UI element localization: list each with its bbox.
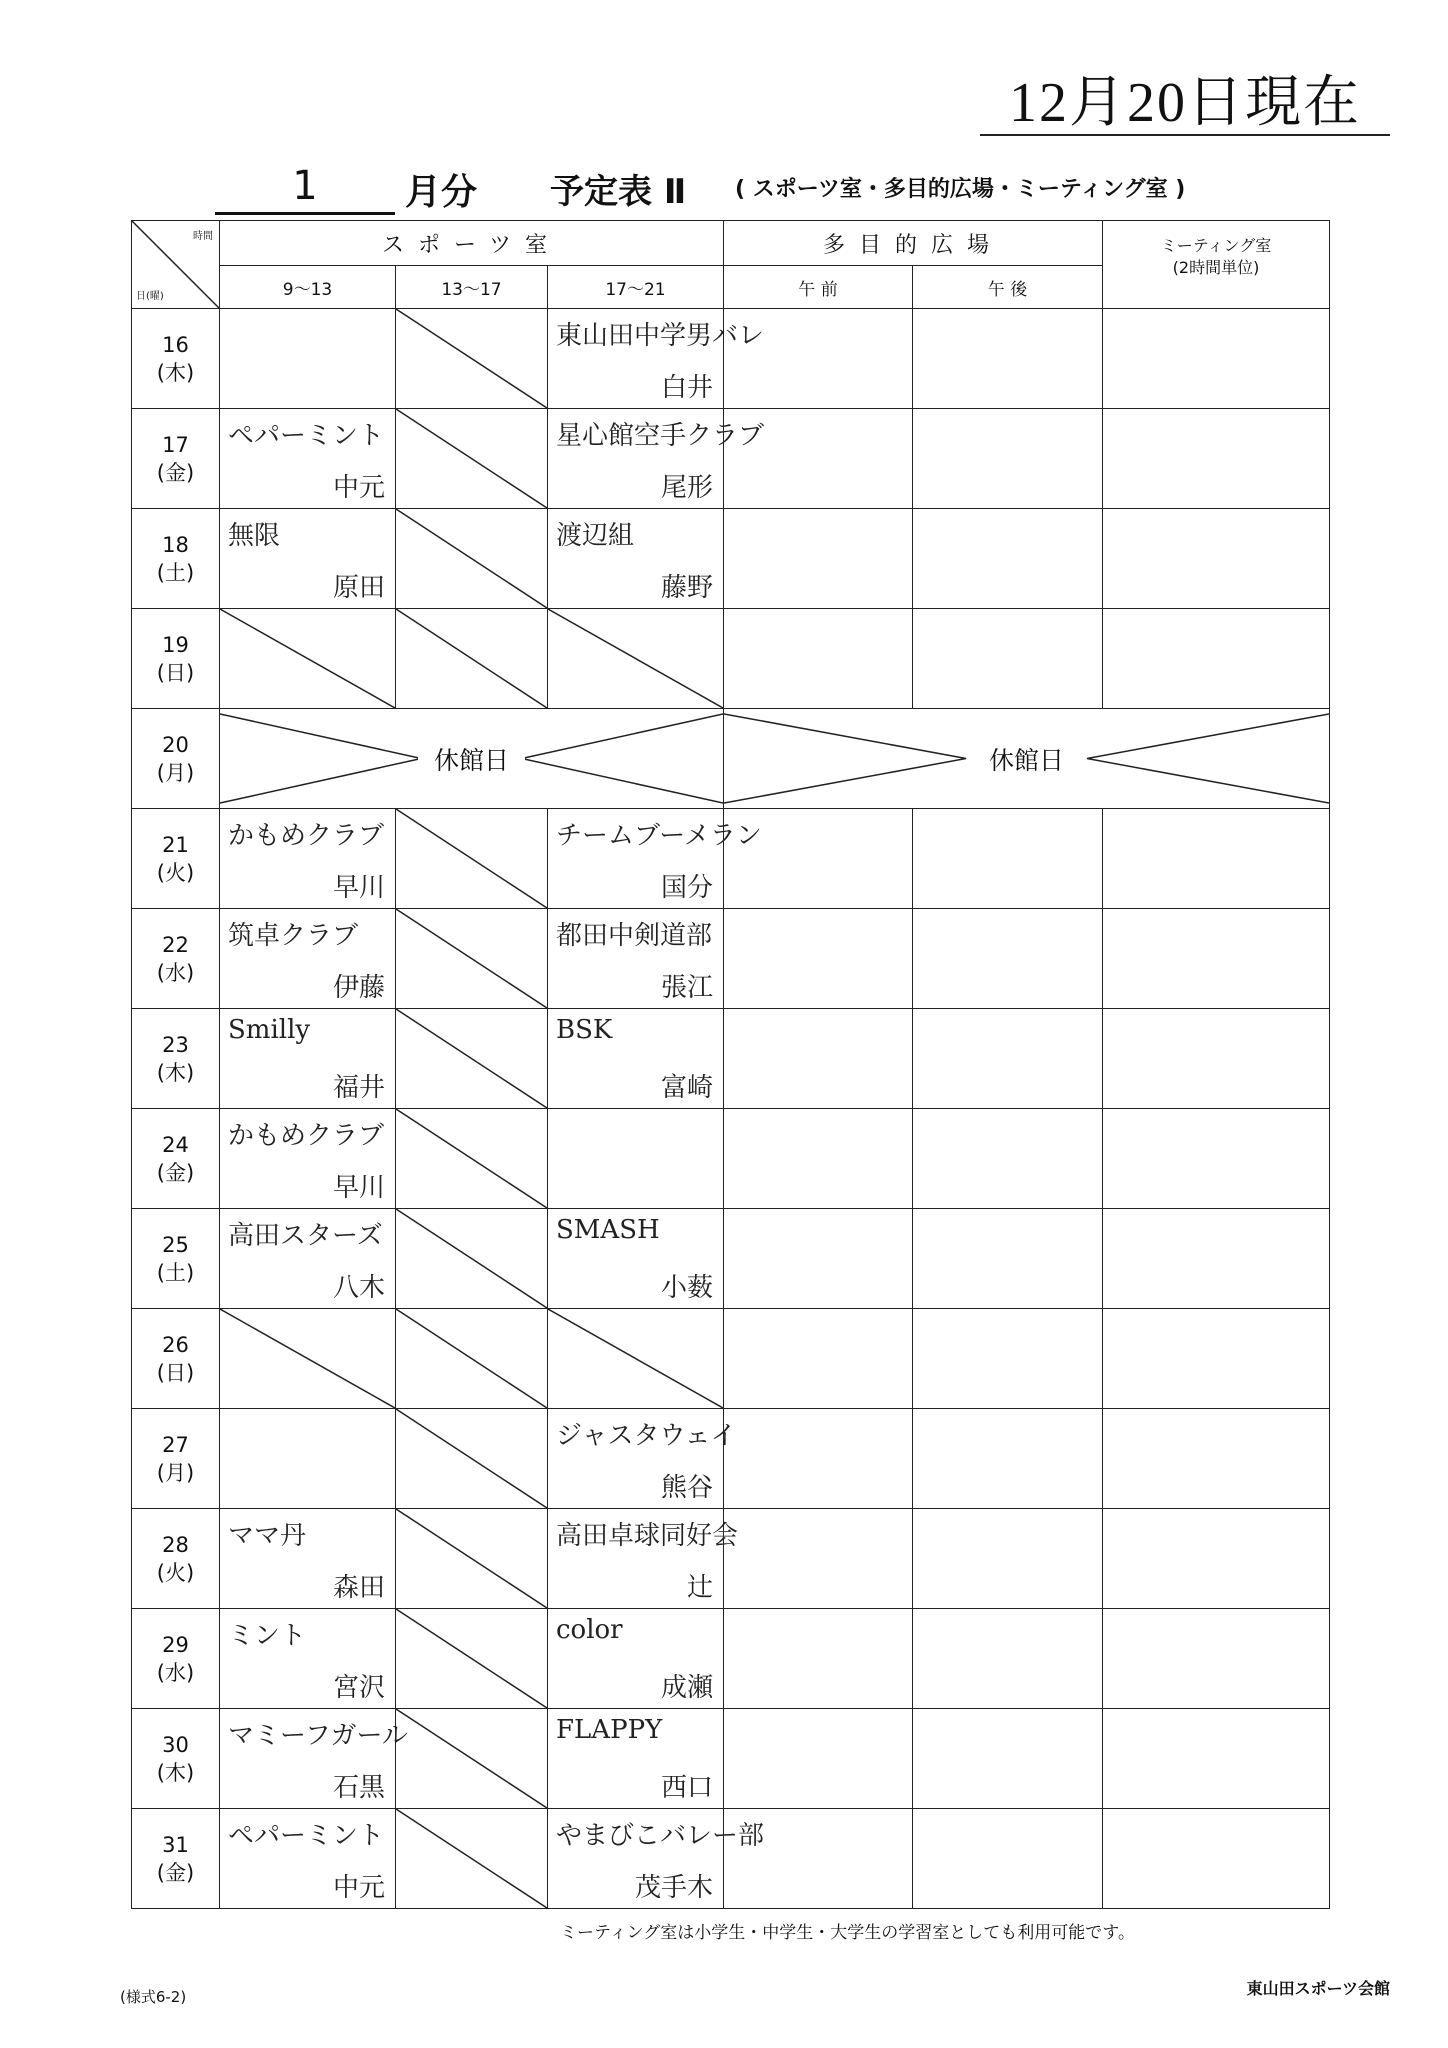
unavailable-slash	[220, 609, 395, 708]
plaza-morning: 午 前	[724, 266, 913, 309]
schedule-row	[132, 1009, 1330, 1109]
weekday: (土)	[156, 560, 195, 585]
booking-cell	[548, 1409, 737, 1509]
date: 23	[162, 1032, 189, 1057]
booking-cell	[220, 1409, 396, 1509]
meeting-cell[interactable]	[1103, 1409, 1330, 1509]
group-name: かもめクラブ	[228, 821, 385, 851]
page-title	[215, 160, 1265, 220]
plaza-pm-cell[interactable]	[913, 1809, 1103, 1909]
plaza-am-cell[interactable]	[724, 409, 913, 509]
meeting-cell[interactable]	[1103, 809, 1330, 909]
slot-unavailable	[396, 1209, 548, 1309]
holiday-label: 休館日	[973, 746, 1080, 775]
meeting-cell[interactable]	[1103, 509, 1330, 609]
weekday: (木)	[156, 1060, 195, 1085]
meeting-cell[interactable]	[1103, 1709, 1330, 1809]
plaza-header: 多目的広場	[724, 221, 1103, 266]
date: 29	[162, 1632, 189, 1657]
slot-unavailable	[396, 1709, 548, 1809]
weekday: (日)	[156, 1360, 195, 1385]
unavailable-slash	[396, 409, 547, 508]
schedule-name: 予定表 Ⅱ	[550, 172, 687, 212]
contact-name: 中元	[332, 1873, 385, 1903]
date: 26	[162, 1332, 189, 1357]
schedule-row	[132, 809, 1330, 909]
sports-room-header: スポーツ室	[220, 221, 724, 266]
meeting-cell[interactable]	[1103, 1809, 1330, 1909]
group-name: 星心館空手クラブ	[556, 421, 765, 451]
plaza-am-cell[interactable]	[724, 1609, 913, 1709]
day-cell	[132, 309, 220, 409]
schedule-row	[132, 309, 1330, 409]
weekday: (金)	[156, 1860, 195, 1885]
plaza-pm-cell[interactable]	[913, 309, 1103, 409]
slot-unavailable	[220, 609, 396, 709]
date: 16	[162, 332, 189, 357]
day-cell	[132, 509, 220, 609]
group-name: 東山田中学男バレ	[556, 321, 765, 351]
booking-cell	[220, 1009, 396, 1109]
plaza-am-cell[interactable]	[724, 1109, 913, 1209]
group-name: BSK	[556, 1015, 613, 1045]
contact-name: 中元	[332, 473, 385, 503]
booking-cell	[548, 1209, 724, 1309]
date: 20	[162, 732, 189, 757]
slot-unavailable	[548, 609, 724, 709]
schedule-row	[132, 1809, 1330, 1909]
group-name: 都田中剣道部	[556, 921, 713, 951]
group-name: やまびこバレー部	[556, 1821, 765, 1851]
holiday-label: 休館日	[418, 746, 525, 775]
meeting-cell[interactable]	[1103, 609, 1330, 709]
weekday: (火)	[156, 1560, 195, 1585]
weekday: (木)	[156, 360, 195, 385]
contact-name: 森田	[332, 1573, 385, 1603]
plaza-pm-cell[interactable]	[913, 509, 1103, 609]
slot-unavailable	[396, 609, 548, 709]
contact-name: 国分	[660, 873, 713, 903]
date: 21	[162, 832, 189, 857]
schedule-row	[132, 1509, 1330, 1609]
group-name: 筑卓クラブ	[228, 921, 359, 951]
contact-name: 辻	[686, 1573, 713, 1603]
plaza-am-cell[interactable]	[724, 1809, 913, 1909]
unavailable-slash	[548, 609, 723, 708]
schedule-row	[132, 1209, 1330, 1309]
unavailable-slash	[396, 1209, 547, 1308]
unavailable-slash	[396, 1609, 547, 1708]
slot-unavailable	[396, 409, 548, 509]
booking-cell	[548, 309, 765, 409]
meeting-cell[interactable]	[1103, 309, 1330, 409]
meeting-room-header	[1103, 221, 1330, 309]
booking-cell	[548, 1109, 724, 1209]
weekday: (月)	[156, 1460, 195, 1485]
plaza-pm-cell[interactable]	[913, 609, 1103, 709]
slot-unavailable	[396, 1809, 548, 1909]
date: 17	[162, 432, 189, 457]
plaza-pm-cell[interactable]	[913, 1009, 1103, 1109]
plaza-am-cell[interactable]	[724, 609, 913, 709]
slot-unavailable	[396, 309, 548, 409]
booking-cell	[548, 1009, 724, 1109]
plaza-am-cell[interactable]	[724, 809, 913, 909]
booking-cell	[548, 1609, 724, 1709]
day-cell	[132, 809, 220, 909]
schedule-row	[132, 409, 1330, 509]
plaza-afternoon: 午 後	[913, 266, 1103, 309]
slot-9-13: 9～13	[220, 266, 396, 309]
schedule-row	[132, 909, 1330, 1009]
booking-cell	[548, 909, 724, 1009]
form-number: (様式6-2)	[120, 1988, 187, 2006]
group-name: color	[556, 1615, 623, 1645]
contact-name: 宮沢	[332, 1673, 385, 1703]
plaza-pm-cell[interactable]	[913, 1609, 1103, 1709]
schedule-row	[132, 609, 1330, 709]
plaza-pm-cell[interactable]	[913, 909, 1103, 1009]
schedule-row	[132, 1409, 1330, 1509]
booking-cell	[548, 809, 762, 909]
corner-date-label: 日(曜)	[136, 291, 164, 302]
unavailable-slash	[396, 1109, 547, 1208]
weekday: (水)	[156, 1660, 195, 1685]
plaza-pm-cell[interactable]	[913, 1309, 1103, 1409]
booking-cell	[220, 809, 396, 909]
contact-name: 藤野	[660, 573, 713, 603]
booking-cell	[220, 509, 396, 609]
contact-name: 原田	[332, 573, 385, 603]
day-cell	[132, 1309, 220, 1409]
contact-name: 富崎	[660, 1073, 713, 1103]
group-name: ペパーミント	[228, 421, 385, 451]
contact-name: 伊藤	[332, 973, 385, 1003]
meeting-cell[interactable]	[1103, 1109, 1330, 1209]
contact-name: 小薮	[660, 1273, 713, 1303]
weekday: (水)	[156, 960, 195, 985]
month-suffix: 月分	[405, 172, 478, 213]
day-cell	[132, 409, 220, 509]
day-cell	[132, 1709, 220, 1809]
booking-cell	[548, 1509, 739, 1609]
contact-name: 張江	[660, 973, 713, 1003]
slot-unavailable	[396, 1109, 548, 1209]
day-cell	[132, 1009, 220, 1109]
schedule-row	[132, 509, 1330, 609]
date: 30	[162, 1732, 189, 1757]
schedule-row	[132, 709, 1330, 809]
weekday: (金)	[156, 1160, 195, 1185]
day-cell	[132, 609, 220, 709]
booking-cell	[220, 1809, 396, 1909]
date: 24	[162, 1132, 189, 1157]
plaza-am-cell[interactable]	[724, 1209, 913, 1309]
schedule-row	[132, 1309, 1330, 1409]
unavailable-slash	[396, 909, 547, 1008]
group-name: 高田スターズ	[228, 1221, 383, 1251]
plaza-pm-cell[interactable]	[913, 409, 1103, 509]
organization-name: 東山田スポーツ会館	[1246, 1979, 1390, 1998]
meeting-room-unit: (2時間単位)	[1172, 258, 1260, 277]
meeting-room-label: ミーティング室	[1160, 236, 1272, 255]
slot-17-21: 17～21	[548, 266, 724, 309]
unavailable-slash	[548, 1309, 723, 1408]
booking-cell	[220, 1109, 396, 1209]
plaza-am-cell[interactable]	[724, 309, 913, 409]
unavailable-slash	[396, 1809, 547, 1908]
day-cell	[132, 1409, 220, 1509]
plaza-pm-cell[interactable]	[913, 809, 1103, 909]
meeting-cell[interactable]	[1103, 409, 1330, 509]
group-name: ママ丹	[228, 1521, 307, 1551]
weekday: (土)	[156, 1260, 195, 1285]
booking-cell	[220, 309, 396, 409]
day-cell	[132, 1609, 220, 1709]
group-name: SMASH	[556, 1215, 660, 1245]
plaza-pm-cell[interactable]	[913, 1709, 1103, 1809]
day-cell	[132, 909, 220, 1009]
day-cell	[132, 1209, 220, 1309]
contact-name: 成瀬	[660, 1673, 713, 1703]
slot-unavailable	[396, 509, 548, 609]
day-cell	[132, 709, 220, 809]
booking-cell	[220, 1609, 396, 1709]
slot-13-17: 13～17	[396, 266, 548, 309]
schedule-row	[132, 1609, 1330, 1709]
contact-name: 早川	[332, 873, 385, 903]
plaza-am-cell[interactable]	[724, 1509, 913, 1609]
contact-name: 熊谷	[660, 1473, 713, 1503]
group-name: ペパーミント	[228, 1821, 385, 1851]
plaza-pm-cell[interactable]	[913, 1109, 1103, 1209]
booking-cell	[548, 1809, 765, 1909]
unavailable-slash	[396, 809, 547, 908]
meeting-room-note: ミーティング室は小学生・中学生・大学生の学習室としても利用可能です。	[560, 1923, 1135, 1943]
meeting-cell[interactable]	[1103, 1509, 1330, 1609]
date: 27	[162, 1432, 189, 1457]
plaza-pm-cell[interactable]	[913, 1509, 1103, 1609]
plaza-am-cell[interactable]	[724, 1309, 913, 1409]
day-cell	[132, 1109, 220, 1209]
unavailable-slash	[396, 309, 547, 408]
corner-header	[132, 221, 220, 309]
booking-cell	[220, 1709, 408, 1809]
meeting-cell[interactable]	[1103, 909, 1330, 1009]
booking-cell	[548, 409, 765, 509]
day-cell	[132, 1809, 220, 1909]
group-name: チームブーメラン	[556, 821, 762, 851]
booking-cell	[548, 1709, 724, 1809]
contact-name: 八木	[332, 1273, 385, 1303]
contact-name: 尾形	[660, 473, 713, 503]
contact-name: 福井	[332, 1073, 385, 1103]
group-name: Smilly	[228, 1015, 311, 1045]
month-value: 1	[215, 160, 395, 215]
date: 19	[162, 632, 189, 657]
booking-cell	[220, 1509, 396, 1609]
date: 18	[162, 532, 189, 557]
slot-unavailable	[396, 1009, 548, 1109]
meeting-cell[interactable]	[1103, 1609, 1330, 1709]
unavailable-slash	[396, 1509, 547, 1608]
group-name: 無限	[228, 521, 281, 551]
date: 28	[162, 1532, 189, 1557]
slot-unavailable	[396, 809, 548, 909]
unavailable-slash	[396, 609, 547, 708]
group-name: マミーフガール	[228, 1721, 408, 1751]
date: 25	[162, 1232, 189, 1257]
group-name: ジャスタウェイ	[556, 1421, 737, 1451]
unavailable-slash	[396, 1409, 547, 1508]
unavailable-slash	[396, 1309, 547, 1408]
slot-unavailable	[396, 909, 548, 1009]
meeting-cell[interactable]	[1103, 1309, 1330, 1409]
day-cell	[132, 1509, 220, 1609]
booking-cell	[548, 509, 724, 609]
schedule-row	[132, 1109, 1330, 1209]
contact-name: 茂手木	[634, 1873, 713, 1903]
unavailable-slash	[396, 1709, 547, 1808]
holiday-plaza-meeting	[724, 709, 1330, 809]
plaza-am-cell[interactable]	[724, 1409, 913, 1509]
meeting-cell[interactable]	[1103, 1009, 1330, 1109]
weekday: (日)	[156, 660, 195, 685]
booking-cell	[220, 909, 396, 1009]
plaza-am-cell[interactable]	[724, 1709, 913, 1809]
weekday: (火)	[156, 860, 195, 885]
weekday: (木)	[156, 1760, 195, 1785]
slot-unavailable	[396, 1309, 548, 1409]
contact-name: 早川	[332, 1173, 385, 1203]
weekday: (月)	[156, 760, 195, 785]
corner-time-label: 時間	[193, 231, 213, 242]
as-of-date: 12月20日現在	[980, 72, 1390, 136]
schedule-row	[132, 1709, 1330, 1809]
holiday-sports-room	[220, 709, 724, 809]
group-name: ミント	[228, 1621, 307, 1651]
group-name: 高田卓球同好会	[556, 1521, 739, 1551]
date: 31	[162, 1832, 189, 1857]
schedule-subtitle: ( スポーツ室・多目的広場・ミーティング室 )	[735, 177, 1186, 202]
booking-cell	[220, 1209, 396, 1309]
unavailable-slash	[220, 1309, 395, 1408]
contact-name: 石黒	[332, 1773, 385, 1803]
slot-unavailable	[220, 1309, 396, 1409]
slot-unavailable	[396, 1409, 548, 1509]
slot-unavailable	[548, 1309, 724, 1409]
group-name: かもめクラブ	[228, 1121, 385, 1151]
plaza-am-cell[interactable]	[724, 1009, 913, 1109]
meeting-cell[interactable]	[1103, 1209, 1330, 1309]
group-name: 渡辺組	[556, 521, 635, 551]
slot-unavailable	[396, 1609, 548, 1709]
plaza-am-cell[interactable]	[724, 909, 913, 1009]
booking-cell	[220, 409, 396, 509]
plaza-pm-cell[interactable]	[913, 1209, 1103, 1309]
group-name: FLAPPY	[556, 1715, 663, 1745]
plaza-am-cell[interactable]	[724, 509, 913, 609]
date: 22	[162, 932, 189, 957]
contact-name: 白井	[660, 373, 713, 403]
weekday: (金)	[156, 460, 195, 485]
contact-name: 西口	[660, 1773, 713, 1803]
schedule-table	[131, 220, 1330, 1909]
slot-unavailable	[396, 1509, 548, 1609]
plaza-pm-cell[interactable]	[913, 1409, 1103, 1509]
unavailable-slash	[396, 509, 547, 608]
unavailable-slash	[396, 1009, 547, 1108]
